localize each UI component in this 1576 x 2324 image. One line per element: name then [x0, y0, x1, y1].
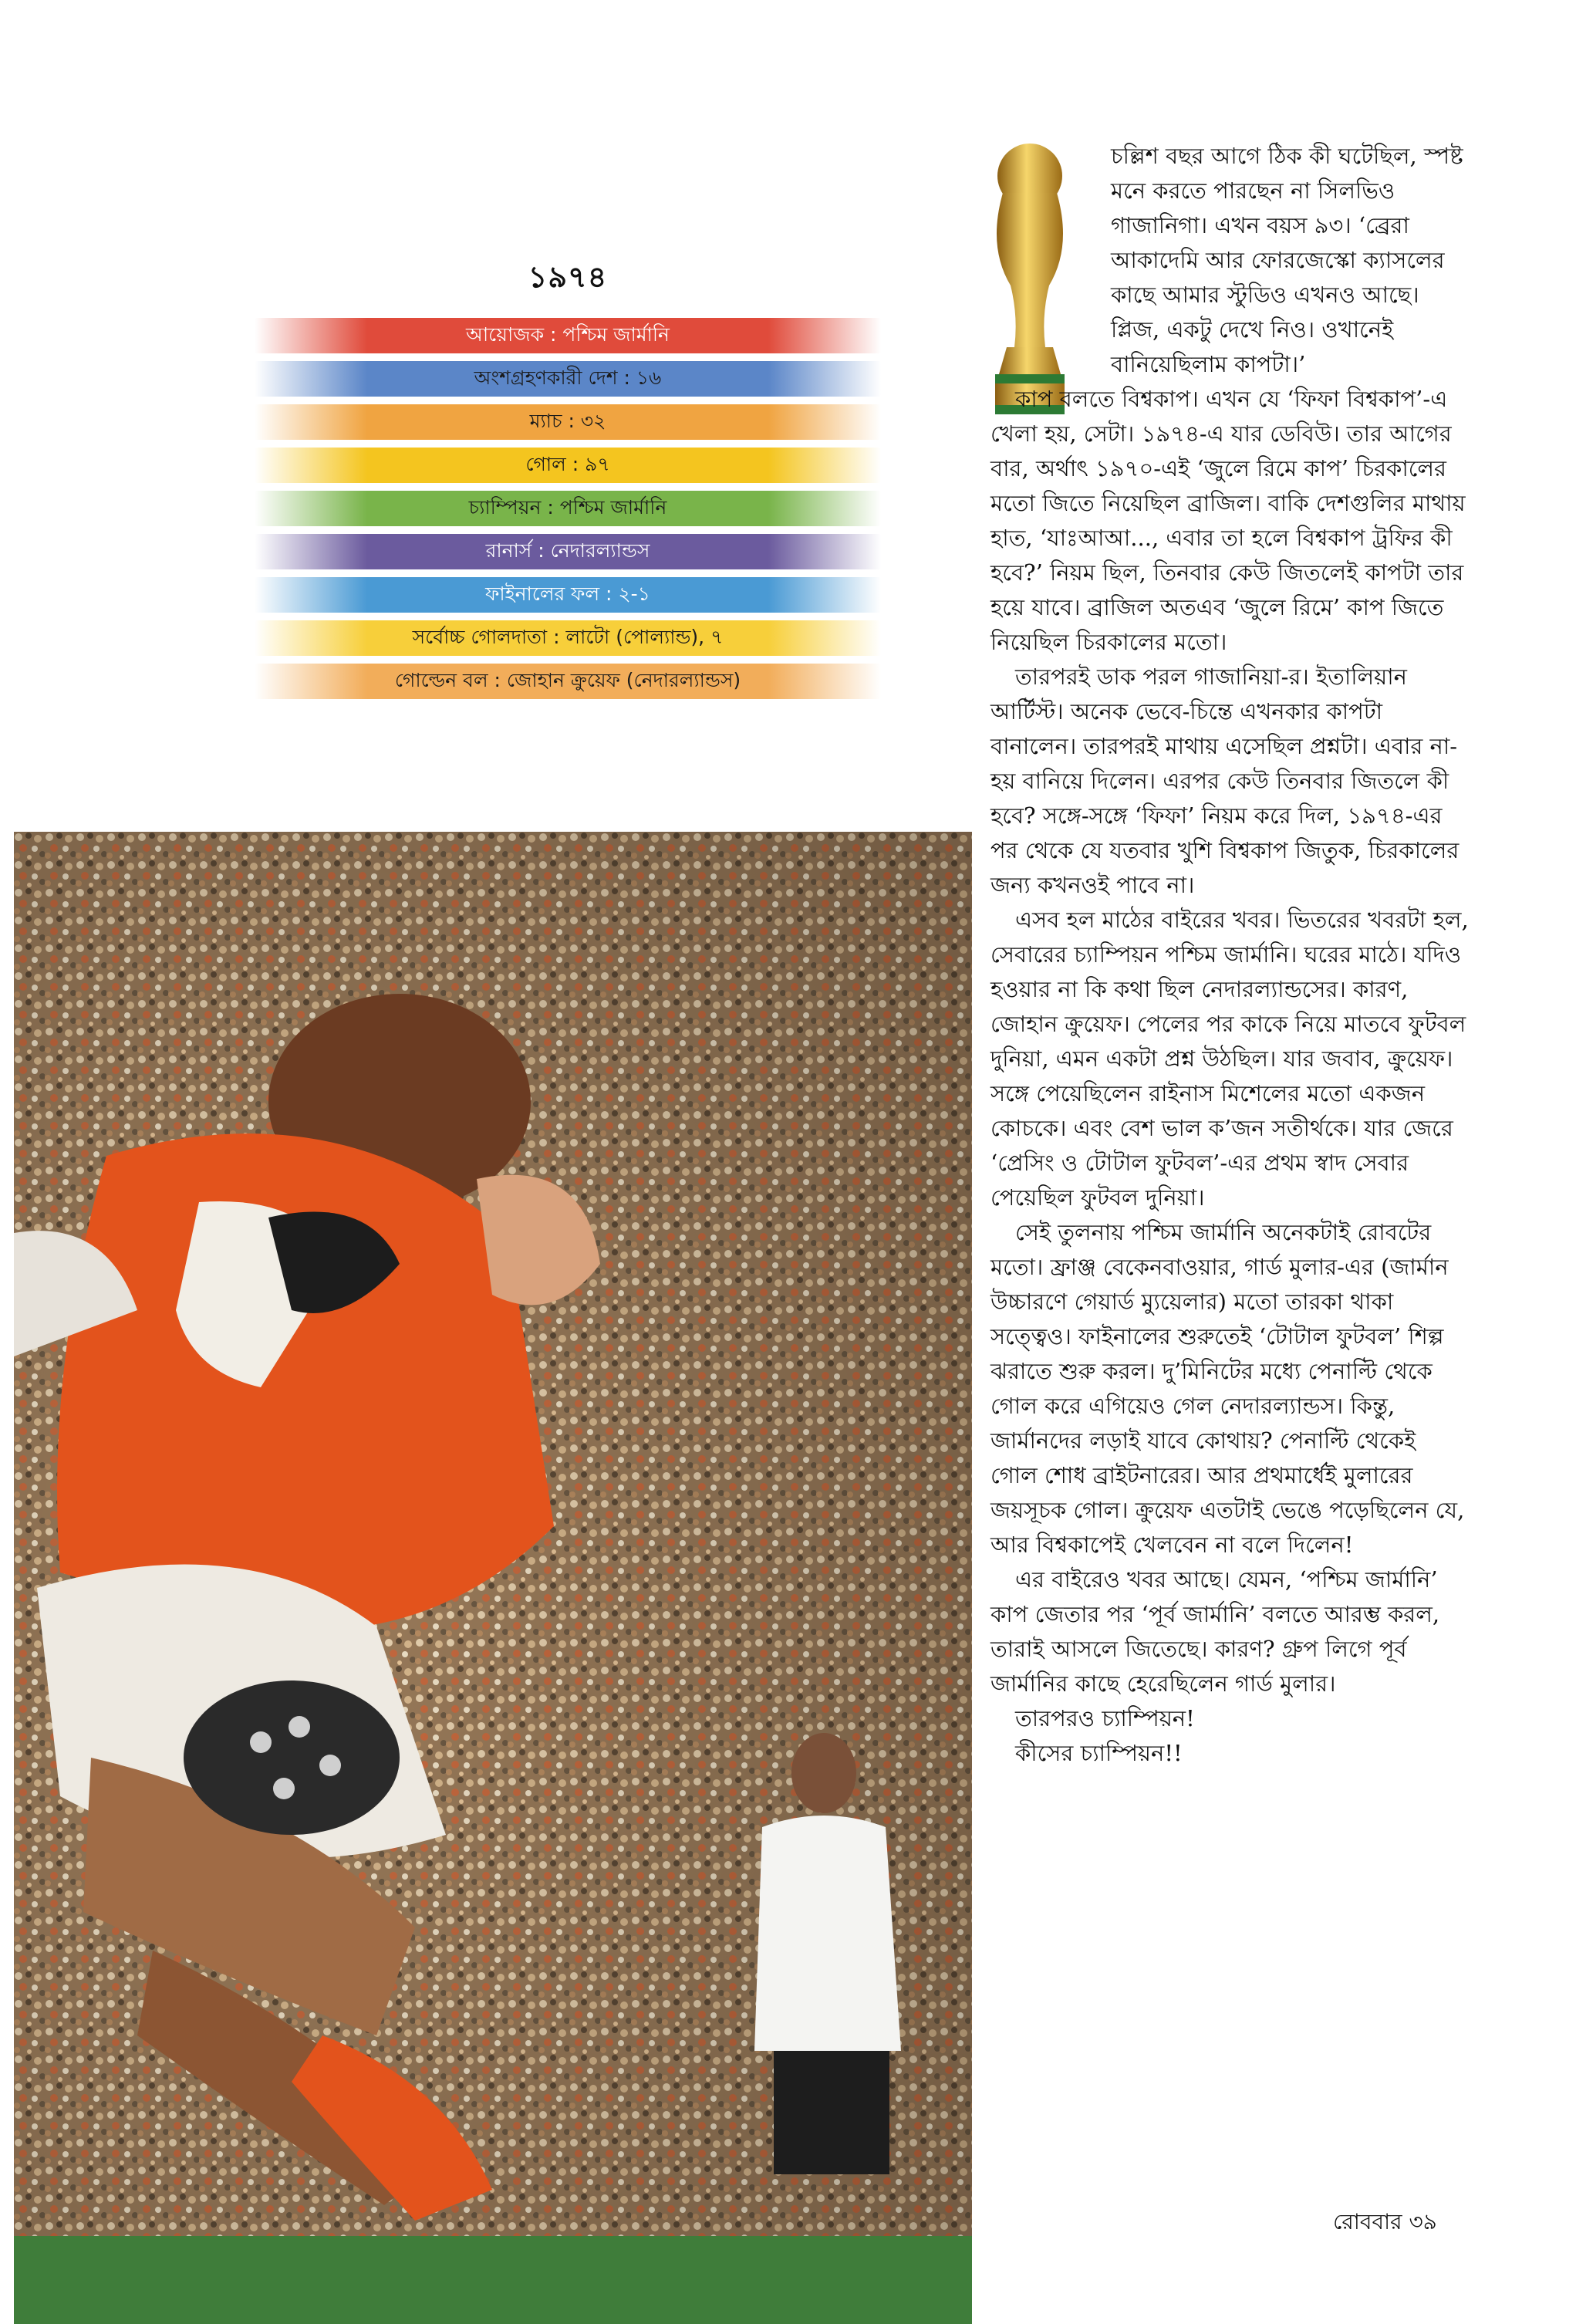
stats-row: ম্যাচ : ৩২: [255, 404, 881, 440]
page-folio: রোববার ৩৯: [1333, 2209, 1437, 2234]
stats-year: ১৯৭৪: [528, 260, 608, 294]
stats-row: ফাইনালের ফল : ২-১: [255, 577, 881, 613]
stats-row: সর্বোচ্চ গোলদাতা : লাটো (পোল্যান্ড), ৭: [255, 620, 881, 656]
article-closing-line-1: তারপরও চ্যাম্পিয়ন!: [1015, 1705, 1195, 1731]
match-photo: [14, 832, 972, 2324]
stats-row: রানার্স : নেদারল্যান্ডস: [255, 534, 881, 569]
stats-row: গোল্ডেন বল : জোহান ক্রুয়েফ (নেদারল্যান্ডস): [255, 664, 881, 699]
stats-row: আয়োজক : পশ্চিম জার্মানি: [255, 318, 881, 353]
stats-row: অংশগ্রহণকারী দেশ : ১৬: [255, 361, 881, 397]
stats-row: গোল : ৯৭: [255, 448, 881, 483]
article-paragraph-4: এসব হল মাঠের বাইরের খবর। ভিতরের খবরটা হল, সেবারের চ্যাম্পিয়ন পশ্চিম জার্মানি। ঘরের মাঠে। যদিও হওয়ার না কি কথা ছিল নেদারল্যান্ডসের। কারণ, জোহান ক্রুয়েফ। পেলের পর কাকে নিয়ে মাতবে ফুটবল দুনিয়া, এমন একটা প্রশ্ন উঠছিল। যার জবাব, ক্রুয়েফ। সঙ্গে পেয়েছিলেন রাইনাস মিশেলের মতো একজন কোচকে। এবং বেশ ভাল ক’জন সতীর্থকে। যার জেরে ‘প্রেসিং ও টোটাল ফুটবল’-এর প্রথম স্বাদ সেবার পেয়েছিল ফুটবল দুনিয়া।: [990, 907, 1469, 1211]
stats-list: [255, 318, 881, 699]
article-column: [990, 139, 1469, 1771]
article-paragraph-6: এর বাইরেও খবর আছে। যেমন, ‘পশ্চিম জার্মানি’ কাপ জেতার পর ‘পূর্ব জার্মানি’ বলতে আরম্ভ করল, তারাই আসলে জিতেছে। কারণ? গ্রুপ লিগে পূর্ব জার্মানির কাছে হেরেছিলেন গার্ড মুলার।: [990, 1566, 1440, 1697]
article-paragraph-1: চল্লিশ বছর আগে ঠিক কী ঘটেছিল, স্পষ্ট মনে করতে পারছেন না সিলভিও গাজানিগা। এখন বয়স ৯৩। ‘ব্রেরা আকাদেমি আর ফোরজেস্কো ক্যাসলের কাছে আমার স্টুডিও এখনও আছে। প্লিজ, একটু দেখে নিও। ওখানেই বানিয়েছিলাম কাপটা।’: [1111, 143, 1463, 377]
stats-panel: [255, 255, 881, 707]
article-paragraph-2: কাপ বলতে বিশ্বকাপ। এখন যে ‘ফিফা বিশ্বকাপ’-এ খেলা হয়, সেটা। ১৯৭৪-এ যার ডেবিউ। তার আগের বার, অর্থাৎ ১৯৭০-এই ‘জুলে রিমে কাপ’ চিরকালের মতো জিতে নিয়েছিল ব্রাজিল। বাকি দেশগুলির মাথায় হাত, ‘যাঃআআ..., এবার তা হলে বিশ্বকাপ ট্রফির কী হবে?’ নিয়ম ছিল, তিনবার কেউ জিতলেই কাপটা তার হয়ে যাবে। ব্রাজিল অতএব ‘জুলে রিমে’ কাপ জিতে নিয়েছিল চিরকালের মতো।: [990, 386, 1466, 655]
article-closing-line-2: কীসের চ্যাম্পিয়ন!!: [1015, 1740, 1183, 1766]
article-paragraph-3: তারপরই ডাক পরল গাজানিয়া-র। ইতালিয়ান আর্টিস্ট। অনেক ভেবে-চিন্তে এখনকার কাপটা বানালেন। তারপরই মাথায় এসেছিল প্রশ্নটা। এবার না-হয় বানিয়ে দিলেন। এরপর কেউ তিনবার জিতলে কী হবে? সঙ্গে-সঙ্গে ‘ফিফা’ নিয়ম করে দিল, ১৯৭৪-এর পর থেকে যে যতবার খুশি বিশ্বকাপ জিতুক, চিরকালের জন্য কখনওই পাবে না।: [990, 664, 1460, 898]
stats-row: চ্যাম্পিয়ন : পশ্চিম জার্মানি: [255, 491, 881, 526]
article-paragraph-5: সেই তুলনায় পশ্চিম জার্মানি অনেকটাই রোবটের মতো। ফ্রাঞ্জ বেকেনবাওয়ার, গার্ড মুলার-এর (জার্মান উচ্চারণে গেয়ার্ড ম্যুয়েলার) মতো তারকা থাকা সত্ত্বেও। ফাইনালের শুরুতেই ‘টোটাল ফুটবল’ শিল্প ঝরাতে শুরু করল। দু’মিনিটের মধ্যে পেনাল্টি থেকে গোল করে এগিয়েও গেল নেদারল্যান্ডস। কিন্তু, জার্মানদের লড়াই যাবে কোথায়? পেনাল্টি থেকেই গোল শোধ ব্রাইটনারের। আর প্রথমার্ধেই মুলারের জয়সূচক গোল। ক্রুয়েফ এতটাই ভেঙে পড়েছিলেন যে, আর বিশ্বকাপেই খেলবেন না বলে দিলেন!: [990, 1219, 1465, 1558]
